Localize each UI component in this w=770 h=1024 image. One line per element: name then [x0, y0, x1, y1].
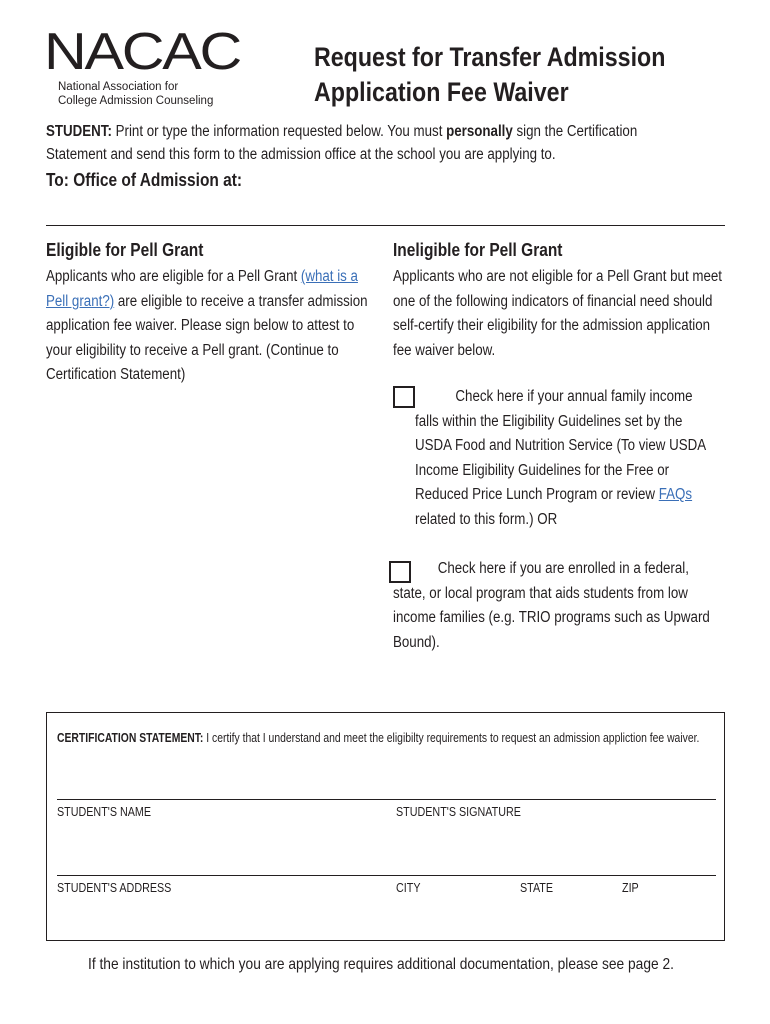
state-label: STATE [520, 881, 554, 895]
ineligible-heading: Ineligible for Pell Grant [393, 240, 563, 260]
instructions-part-2: sign the Certification Statement and send this form to the admission office at the school you are applying to. [46, 123, 638, 163]
ineligible-paragraph: Applicants who are not eligible for a Pell Grant but meet one of the following indicators of financial need should self-certify their eligibility for the admission application fee waiver below. [393, 268, 722, 359]
footer-note: If the institution to which you are applying requires additional documentation, please see page 2. [88, 956, 674, 973]
usda-option-text-after: related to this form.) OR [415, 510, 558, 528]
student-address-label: STUDENT'S ADDRESS [57, 881, 172, 895]
usda-income-option [415, 385, 712, 532]
eligible-paragraph [46, 265, 373, 388]
logo-org-line-2: College Admission Counseling [58, 95, 214, 107]
logo-org-name [58, 80, 258, 108]
zip-label: ZIP [622, 881, 639, 895]
instructions-emphasis: personally [446, 123, 513, 140]
certification-text: I certify that I understand and meet the eligibilty requirements to request an admission appliction fee waiver. [203, 731, 700, 745]
faqs-link[interactable]: FAQs [658, 486, 693, 503]
city-label: CITY [396, 881, 421, 895]
pell-grant-link[interactable]: (what is a Pell grant?) [46, 268, 358, 310]
usda-option-text: Check here if your annual family income falls within the Eligibility Guidelines set by the USDA Food and Nutrition Service (To view USDA Income Eligibility Guidelines for the Free or Reduced Price Lunch Program or review [415, 388, 706, 503]
certification-box [46, 712, 725, 941]
address-line[interactable] [57, 875, 716, 876]
student-signature-label: STUDENT'S SIGNATURE [396, 805, 521, 819]
page-title [314, 40, 665, 110]
logo-org-line-1: National Association for [58, 81, 179, 93]
eligible-text-before: Applicants who are eligible for a Pell Grant [46, 268, 301, 285]
student-instructions [46, 120, 700, 166]
eligible-heading: Eligible for Pell Grant [46, 240, 204, 260]
to-office-label: To: Office of Admission at: [46, 170, 243, 190]
federal-program-text: Check here if you are enrolled in a federal, state, or local program that aids students from low income families (e.g. TRIO programs such as Upward Bound). [393, 560, 710, 651]
title-line-1: Request for Transfer Admission [314, 42, 666, 72]
certification-lead: CERTIFICATION STATEMENT: [57, 731, 204, 745]
instructions-lead: STUDENT: [46, 123, 112, 140]
title-line-2: Application Fee Waiver [314, 77, 569, 107]
office-input-line[interactable] [46, 225, 725, 226]
student-name-label: STUDENT'S NAME [57, 805, 152, 819]
logo-wordmark: NACAC [44, 28, 241, 72]
certification-statement [57, 731, 721, 745]
instructions-part-1: Print or type the information requested below. You must [111, 123, 447, 140]
name-signature-line[interactable] [57, 799, 716, 800]
nacac-logo [44, 28, 244, 72]
eligible-text-after: are eligible to receive a transfer admission application fee waiver. Please sign below to attest to your eligibility to receive a Pell grant. (Continue to Certification Statement) [46, 292, 368, 383]
usda-income-checkbox[interactable] [393, 386, 415, 408]
federal-program-option [393, 557, 720, 655]
